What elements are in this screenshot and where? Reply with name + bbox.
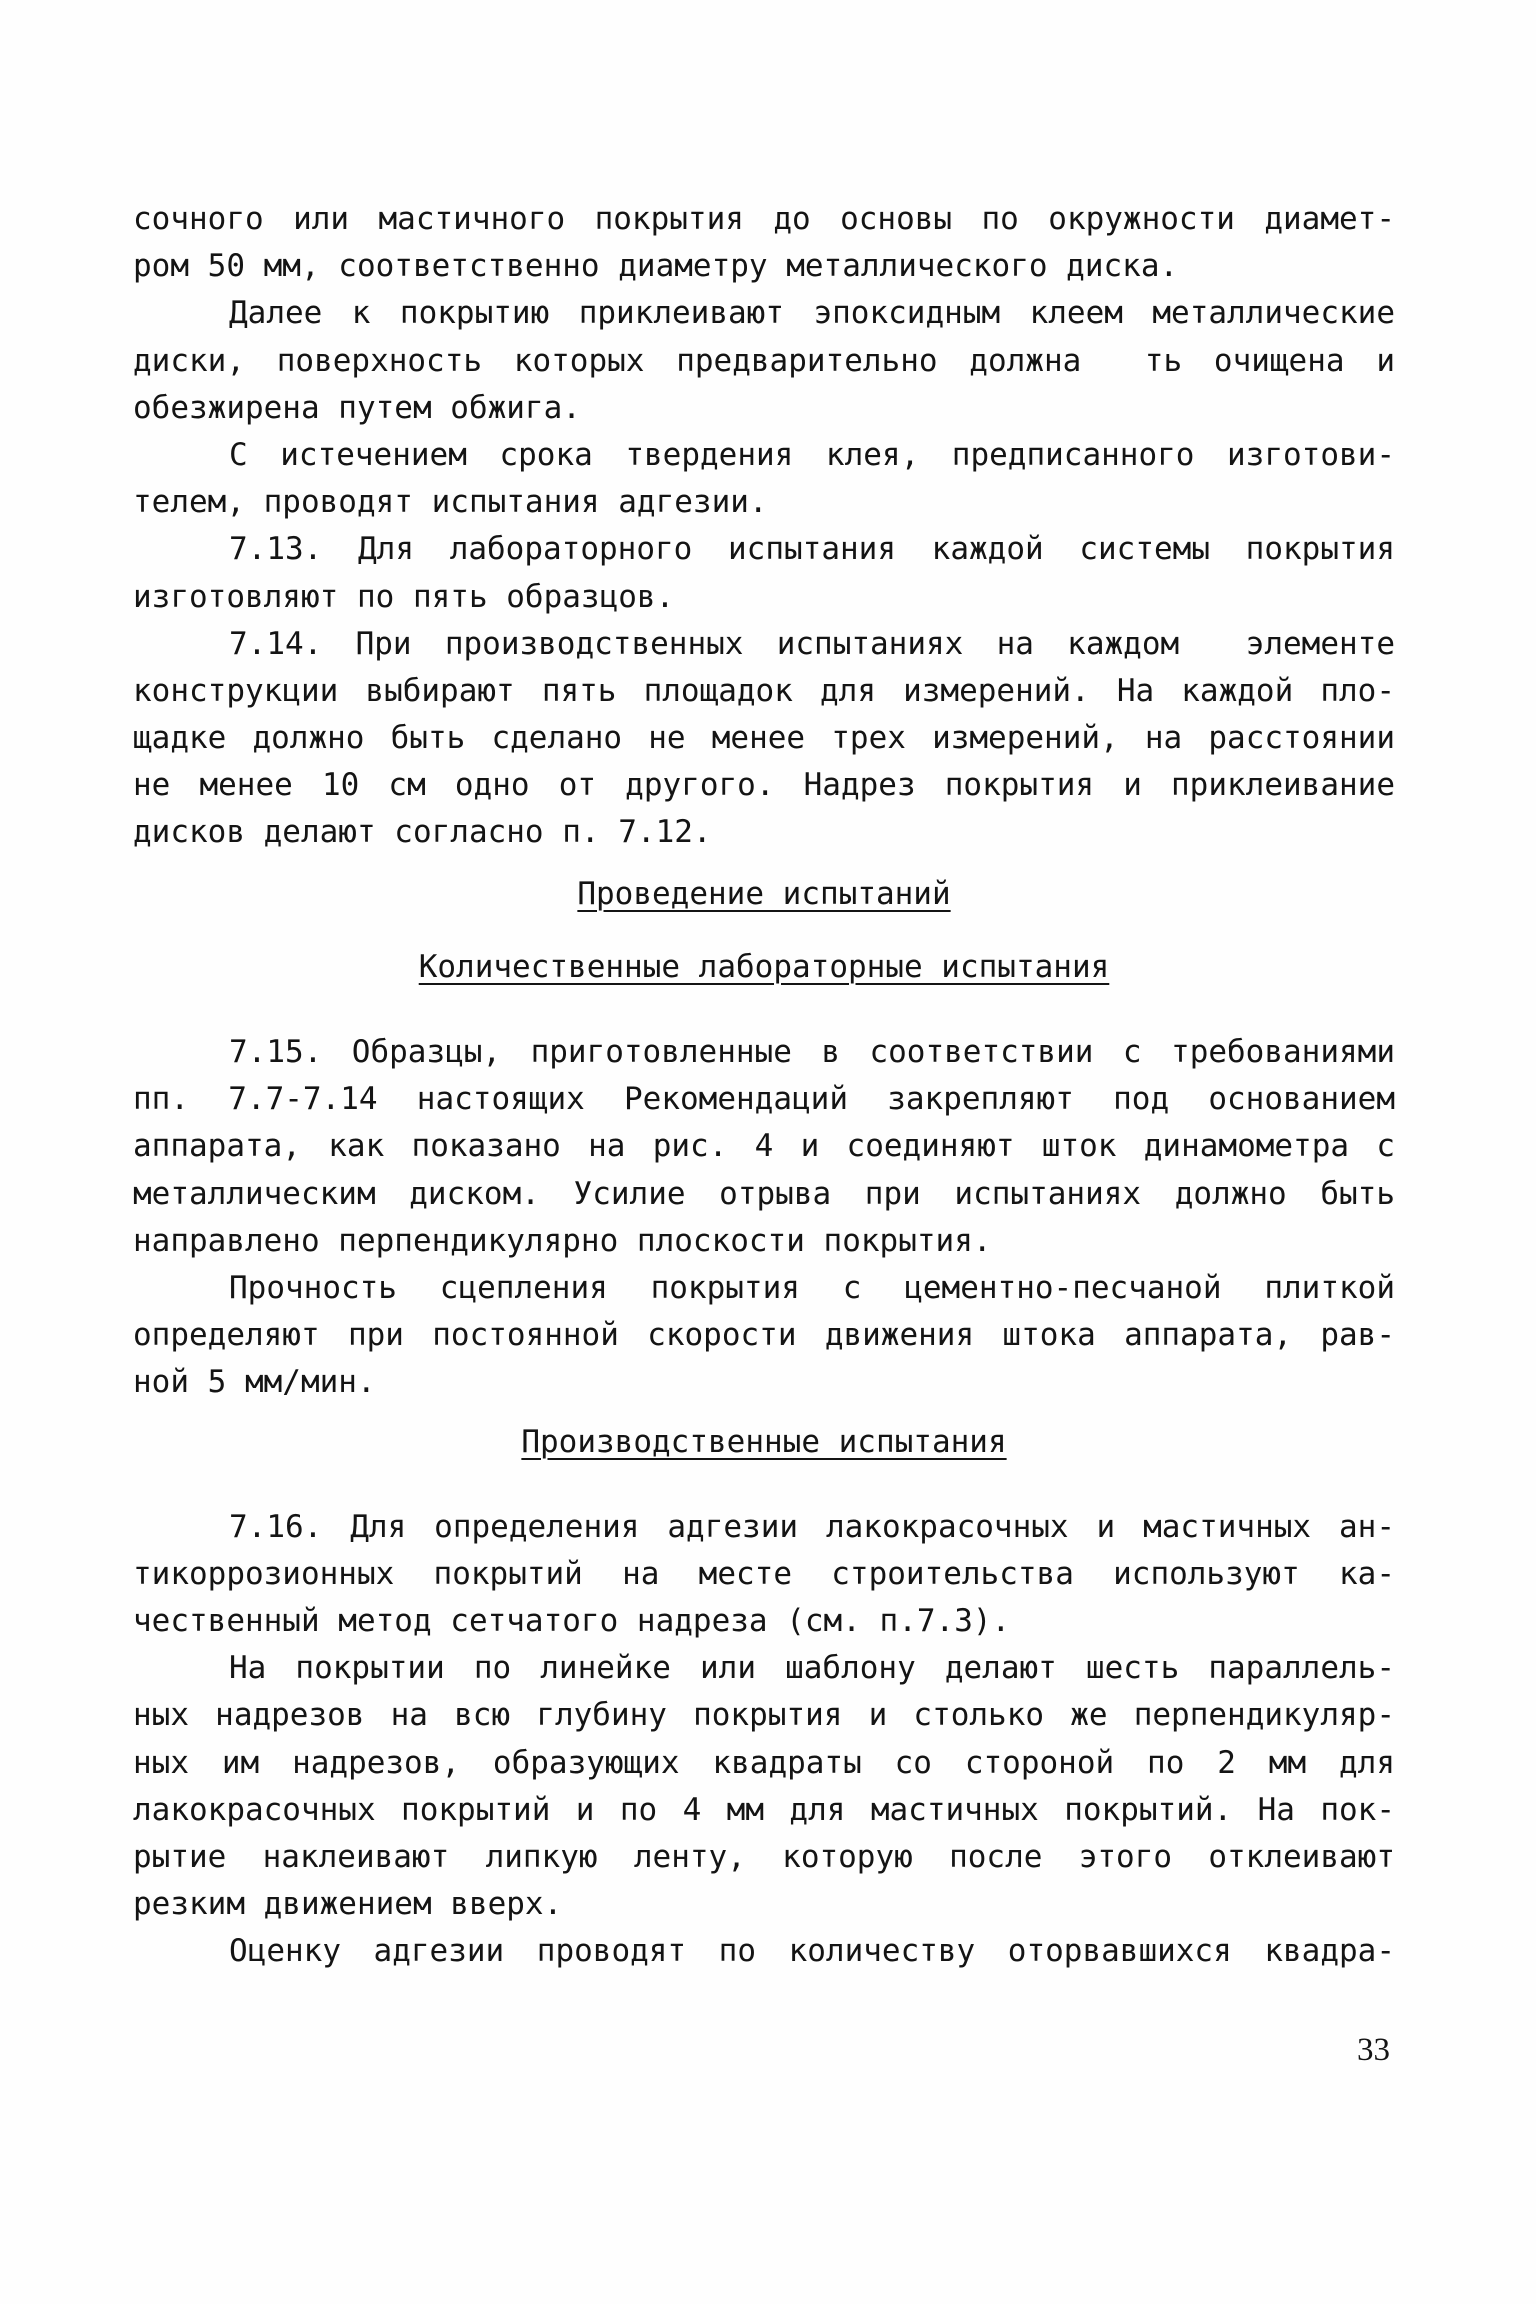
- section-heading-field-tests: Производственные испытания: [521, 1423, 1007, 1460]
- text-line: изготовляют по пять образцов.: [133, 578, 675, 615]
- paragraph-strength: [133, 1265, 1395, 1407]
- text-line: На покрытии по линейке или шаблону делают шесть параллель-: [229, 1650, 1395, 1687]
- text-line: Прочность сцепления покрытия с цементно-песчаной плиткой: [229, 1269, 1395, 1306]
- text-line: Далее к покрытию приклеивают эпоксидным клеем металлические: [229, 295, 1395, 332]
- text-line: лакокрасочных покрытий и по 4 мм для мастичных покрытий. На пок-: [133, 1791, 1395, 1828]
- text-line: ных надрезов на всю глубину покрытия и столько же перпендикуляр-: [133, 1697, 1395, 1734]
- text-line: рытие наклеивают липкую ленту, которую после этого отклеивают: [133, 1839, 1395, 1875]
- paragraph-disks: [133, 290, 1395, 432]
- paragraph-7-14: [133, 621, 1395, 857]
- text-line: 7.14. При производственных испытаниях на каждом элементе: [229, 625, 1395, 662]
- text-line: резким движением вверх.: [133, 1886, 563, 1923]
- text-line: дисков делают согласно п. 7.12.: [133, 814, 712, 851]
- paragraph-intro: [133, 196, 1395, 290]
- text-line: пп. 7.7-7.14 настоящих Рекомендаций закрепляют под основанием: [133, 1081, 1395, 1118]
- text-line: диски, поверхность которых предварительно должна ть очищена и: [133, 342, 1395, 379]
- text-line: чественный метод сетчатого надреза (см. п.7.3).: [133, 1603, 1011, 1640]
- section-heading-lab-tests: Количественные лабораторные испытания: [418, 948, 1110, 985]
- text-line: 7.16. Для определения адгезии лакокрасочных и мастичных ан-: [229, 1508, 1395, 1545]
- paragraph-7-13: [133, 526, 1395, 620]
- paragraph-curing: [133, 432, 1395, 526]
- paragraph-cuts: [133, 1645, 1395, 1928]
- text-line: Оценку адгезии проводят по количеству оторвавшихся квадра-: [229, 1933, 1395, 1970]
- paragraph-7-15: [133, 1029, 1395, 1265]
- text-line: 7.13. Для лабораторного испытания каждой системы покрытия: [229, 531, 1395, 568]
- text-line: телем, проводят испытания адгезии.: [133, 484, 768, 521]
- text-line: ром 50 мм, соответственно диаметру металлического диска.: [133, 248, 1179, 285]
- section-heading-conduct: Проведение испытаний: [577, 875, 951, 912]
- text-line: ных им надрезов, образующих квадраты со стороной по 2 мм для: [133, 1744, 1395, 1781]
- text-line: сочного или мастичного покрытия до основы по окружности диамет-: [133, 201, 1395, 237]
- text-line: конструкции выбирают пять площадок для измерений. На каждой пло-: [133, 672, 1395, 709]
- text-line: не менее 10 см одно от другого. Надрез покрытия и приклеивание: [133, 767, 1395, 804]
- text-line: С истечением срока твердения клея, предписанного изготови-: [229, 436, 1395, 473]
- page-number: 33: [1357, 2032, 1390, 2068]
- paragraph-evaluation: [133, 1928, 1395, 1975]
- paragraph-7-16: [133, 1504, 1395, 1646]
- text-line: ной 5 мм/мин.: [133, 1364, 376, 1401]
- text-line: металлическим диском. Усилие отрыва при испытаниях должно быть: [133, 1175, 1395, 1212]
- text-line: определяют при постоянной скорости движения штока аппарата, рав-: [133, 1317, 1395, 1354]
- text-line: щадке должно быть сделано не менее трех измерений, на расстоянии: [133, 720, 1395, 757]
- page-body: [133, 196, 1395, 1976]
- text-line: направлено перпендикулярно плоскости покрытия.: [133, 1222, 992, 1259]
- text-line: тикоррозионных покрытий на месте строительства используют ка-: [133, 1555, 1395, 1592]
- text-line: 7.15. Образцы, приготовленные в соответствии с требованиями: [229, 1034, 1395, 1070]
- text-line: обезжирена путем обжига.: [133, 389, 581, 426]
- text-line: аппарата, как показано на рис. 4 и соединяют шток динамометра с: [133, 1128, 1395, 1165]
